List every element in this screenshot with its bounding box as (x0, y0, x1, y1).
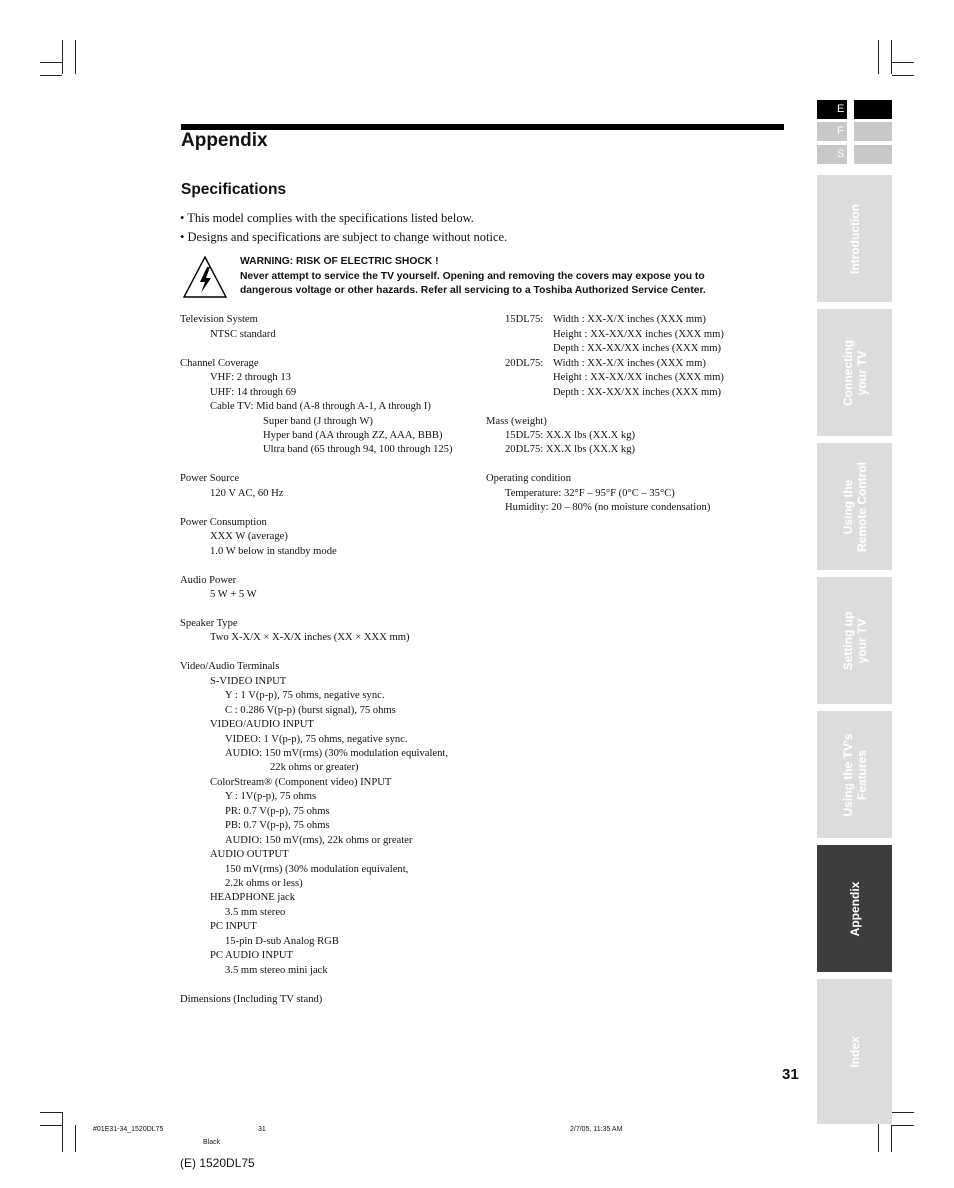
tab-features[interactable] (817, 711, 892, 838)
tab-connecting[interactable] (817, 309, 892, 436)
spec-line: AUDIO: 150 mV(rms), 22k ohms or greater (225, 835, 413, 846)
crop-mark (40, 1112, 62, 1113)
spec-line: Width : XX-X/X inches (XXX mm) (553, 314, 706, 325)
crop-mark (62, 40, 63, 74)
spec-line: PB: 0.7 V(p-p), 75 ohms (225, 820, 330, 831)
spec-line: S-VIDEO INPUT (210, 676, 287, 687)
page-number: 31 (782, 1066, 799, 1083)
tab-appendix[interactable] (817, 845, 892, 972)
warning-line: Never attempt to service the TV yourself. Opening and removing the covers may expose you to (240, 270, 705, 282)
spec-heading: Audio Power (180, 575, 237, 586)
language-letter: E (817, 100, 847, 119)
spec-line: Width : XX-X/X inches (XXX mm) (553, 358, 706, 369)
crop-mark (892, 75, 914, 76)
language-e[interactable] (817, 100, 892, 119)
crop-mark (75, 40, 76, 74)
spec-line: AUDIO OUTPUT (210, 849, 289, 860)
tab-setting-up[interactable] (817, 577, 892, 704)
bullet-item: • Designs and specifications are subject to change without notice. (180, 230, 508, 244)
language-letter: S (817, 145, 847, 164)
spec-heading: Speaker Type (180, 618, 238, 629)
spec-line: Two X-X/X × X-X/X inches (XX × XXX mm) (210, 632, 410, 643)
page-title: Appendix (181, 130, 268, 151)
spec-line: Y : 1 V(p-p), 75 ohms, negative sync. (225, 690, 385, 701)
spec-line: Y : 1V(p-p), 75 ohms (225, 791, 317, 802)
crop-mark (892, 1112, 914, 1113)
footer-date: 2/7/05, 11:35 AM (570, 1126, 623, 1133)
tab-label: Appendix (847, 881, 862, 936)
spec-line: 15-pin D-sub Analog RGB (225, 936, 339, 947)
language-f[interactable] (817, 122, 892, 141)
spec-line: 3.5 mm stereo mini jack (225, 965, 328, 976)
tab-index[interactable] (817, 979, 892, 1124)
spec-heading: Mass (weight) (486, 416, 547, 427)
crop-mark (892, 1125, 914, 1126)
footer-page: 31 (258, 1126, 266, 1133)
spec-line: 15DL75: XX.X lbs (XX.X kg) (505, 430, 636, 441)
spec-line: Depth : XX-XX/XX inches (XXX mm) (553, 387, 721, 398)
spec-line: Height : XX-XX/XX inches (XXX mm) (553, 329, 724, 340)
warning-text (240, 255, 706, 299)
electric-shock-warning-icon (182, 255, 228, 299)
spec-line: 150 mV(rms) (30% modulation equivalent, (225, 864, 409, 875)
spec-line: PC INPUT (210, 921, 257, 932)
spec-line: Temperature: 32°F – 95°F (0°C – 35°C) (505, 488, 675, 499)
spec-line: 2.2k ohms or less) (225, 878, 303, 889)
spec-line: Super band (J through W) (263, 416, 373, 427)
spec-line: PC AUDIO INPUT (210, 950, 293, 961)
tab-label: Introduction (847, 203, 862, 274)
spec-line: Height : XX-XX/XX inches (XXX mm) (553, 372, 724, 383)
spec-line: 1.0 W below in standby mode (210, 546, 337, 557)
spec-line: Humidity: 20 – 80% (no moisture condensation) (505, 502, 711, 513)
tab-label: Index (847, 1035, 862, 1068)
spec-heading: Power Consumption (180, 517, 267, 528)
crop-mark (40, 1125, 62, 1126)
crop-mark (891, 1125, 892, 1152)
bullet-item: • This model complies with the specifications listed below. (180, 211, 474, 225)
tab-label: Connecting your TV (840, 339, 869, 406)
spec-line: 5 W + 5 W (210, 589, 257, 600)
crop-mark (892, 62, 914, 63)
section-title: Specifications (181, 181, 287, 198)
spec-line: HEADPHONE jack (210, 892, 296, 903)
language-letter: F (817, 122, 847, 141)
spec-line: PR: 0.7 V(p-p), 75 ohms (225, 806, 330, 817)
language-s[interactable] (817, 145, 892, 164)
spec-model: 15DL75: (505, 314, 544, 325)
spec-heading: Dimensions (Including TV stand) (180, 994, 323, 1005)
language-bar (854, 122, 892, 141)
warning-line: dangerous voltage or other hazards. Refer all servicing to a Toshiba Authorized Service Center. (240, 285, 706, 297)
tab-label: Using the TV's Features (840, 733, 869, 816)
footer-file: #01E31-34_1520DL75 (93, 1126, 164, 1133)
crop-mark (40, 62, 62, 63)
footer-color: Black (203, 1139, 221, 1146)
spec-line: AUDIO: 150 mV(rms) (30% modulation equivalent, (225, 748, 449, 759)
spec-line: 120 V AC, 60 Hz (210, 488, 284, 499)
language-bar (854, 100, 892, 119)
tab-remote-control[interactable] (817, 443, 892, 570)
warning-title: WARNING: RISK OF ELECTRIC SHOCK ! (240, 256, 439, 267)
spec-model: 20DL75: (505, 358, 544, 369)
language-bar (854, 145, 892, 164)
tab-label: Setting up your TV (840, 611, 869, 670)
spec-line: XXX W (average) (210, 531, 288, 542)
spec-line: Ultra band (65 through 94, 100 through 125) (263, 444, 453, 455)
spec-heading: Power Source (180, 473, 240, 484)
spec-line: C : 0.286 V(p-p) (burst signal), 75 ohms (225, 705, 396, 716)
spec-line: UHF: 14 through 69 (210, 387, 297, 398)
spec-line: NTSC standard (210, 329, 276, 340)
header-rule (181, 124, 784, 130)
spec-line: Depth : XX-XX/XX inches (XXX mm) (553, 343, 721, 354)
intro-bullets (180, 209, 507, 247)
spec-heading: Operating condition (486, 473, 572, 484)
spec-heading: Video/Audio Terminals (180, 661, 280, 672)
crop-mark (62, 1112, 63, 1152)
spec-line: ColorStream® (Component video) INPUT (210, 777, 392, 788)
spec-line: VIDEO: 1 V(p-p), 75 ohms, negative sync. (225, 734, 408, 745)
spec-line: 3.5 mm stereo (225, 907, 286, 918)
crop-mark (878, 40, 879, 74)
spec-line: 20DL75: XX.X lbs (XX.X kg) (505, 444, 636, 455)
spec-line: Hyper band (AA through ZZ, AAA, BBB) (263, 430, 443, 441)
crop-mark (75, 1125, 76, 1152)
footer-model: (E) 1520DL75 (180, 1156, 255, 1170)
crop-mark (891, 40, 892, 74)
spec-line: Cable TV: Mid band (A-8 through A-1, A through I) (210, 401, 431, 412)
spec-heading: Television System (180, 314, 258, 325)
spec-heading: Channel Coverage (180, 358, 259, 369)
spec-line: VIDEO/AUDIO INPUT (210, 719, 314, 730)
tab-introduction[interactable] (817, 175, 892, 302)
tab-label: Using the Remote Control (840, 461, 869, 552)
crop-mark (40, 75, 62, 76)
spec-line: 22k ohms or greater) (270, 762, 359, 773)
spec-line: VHF: 2 through 13 (210, 372, 291, 383)
